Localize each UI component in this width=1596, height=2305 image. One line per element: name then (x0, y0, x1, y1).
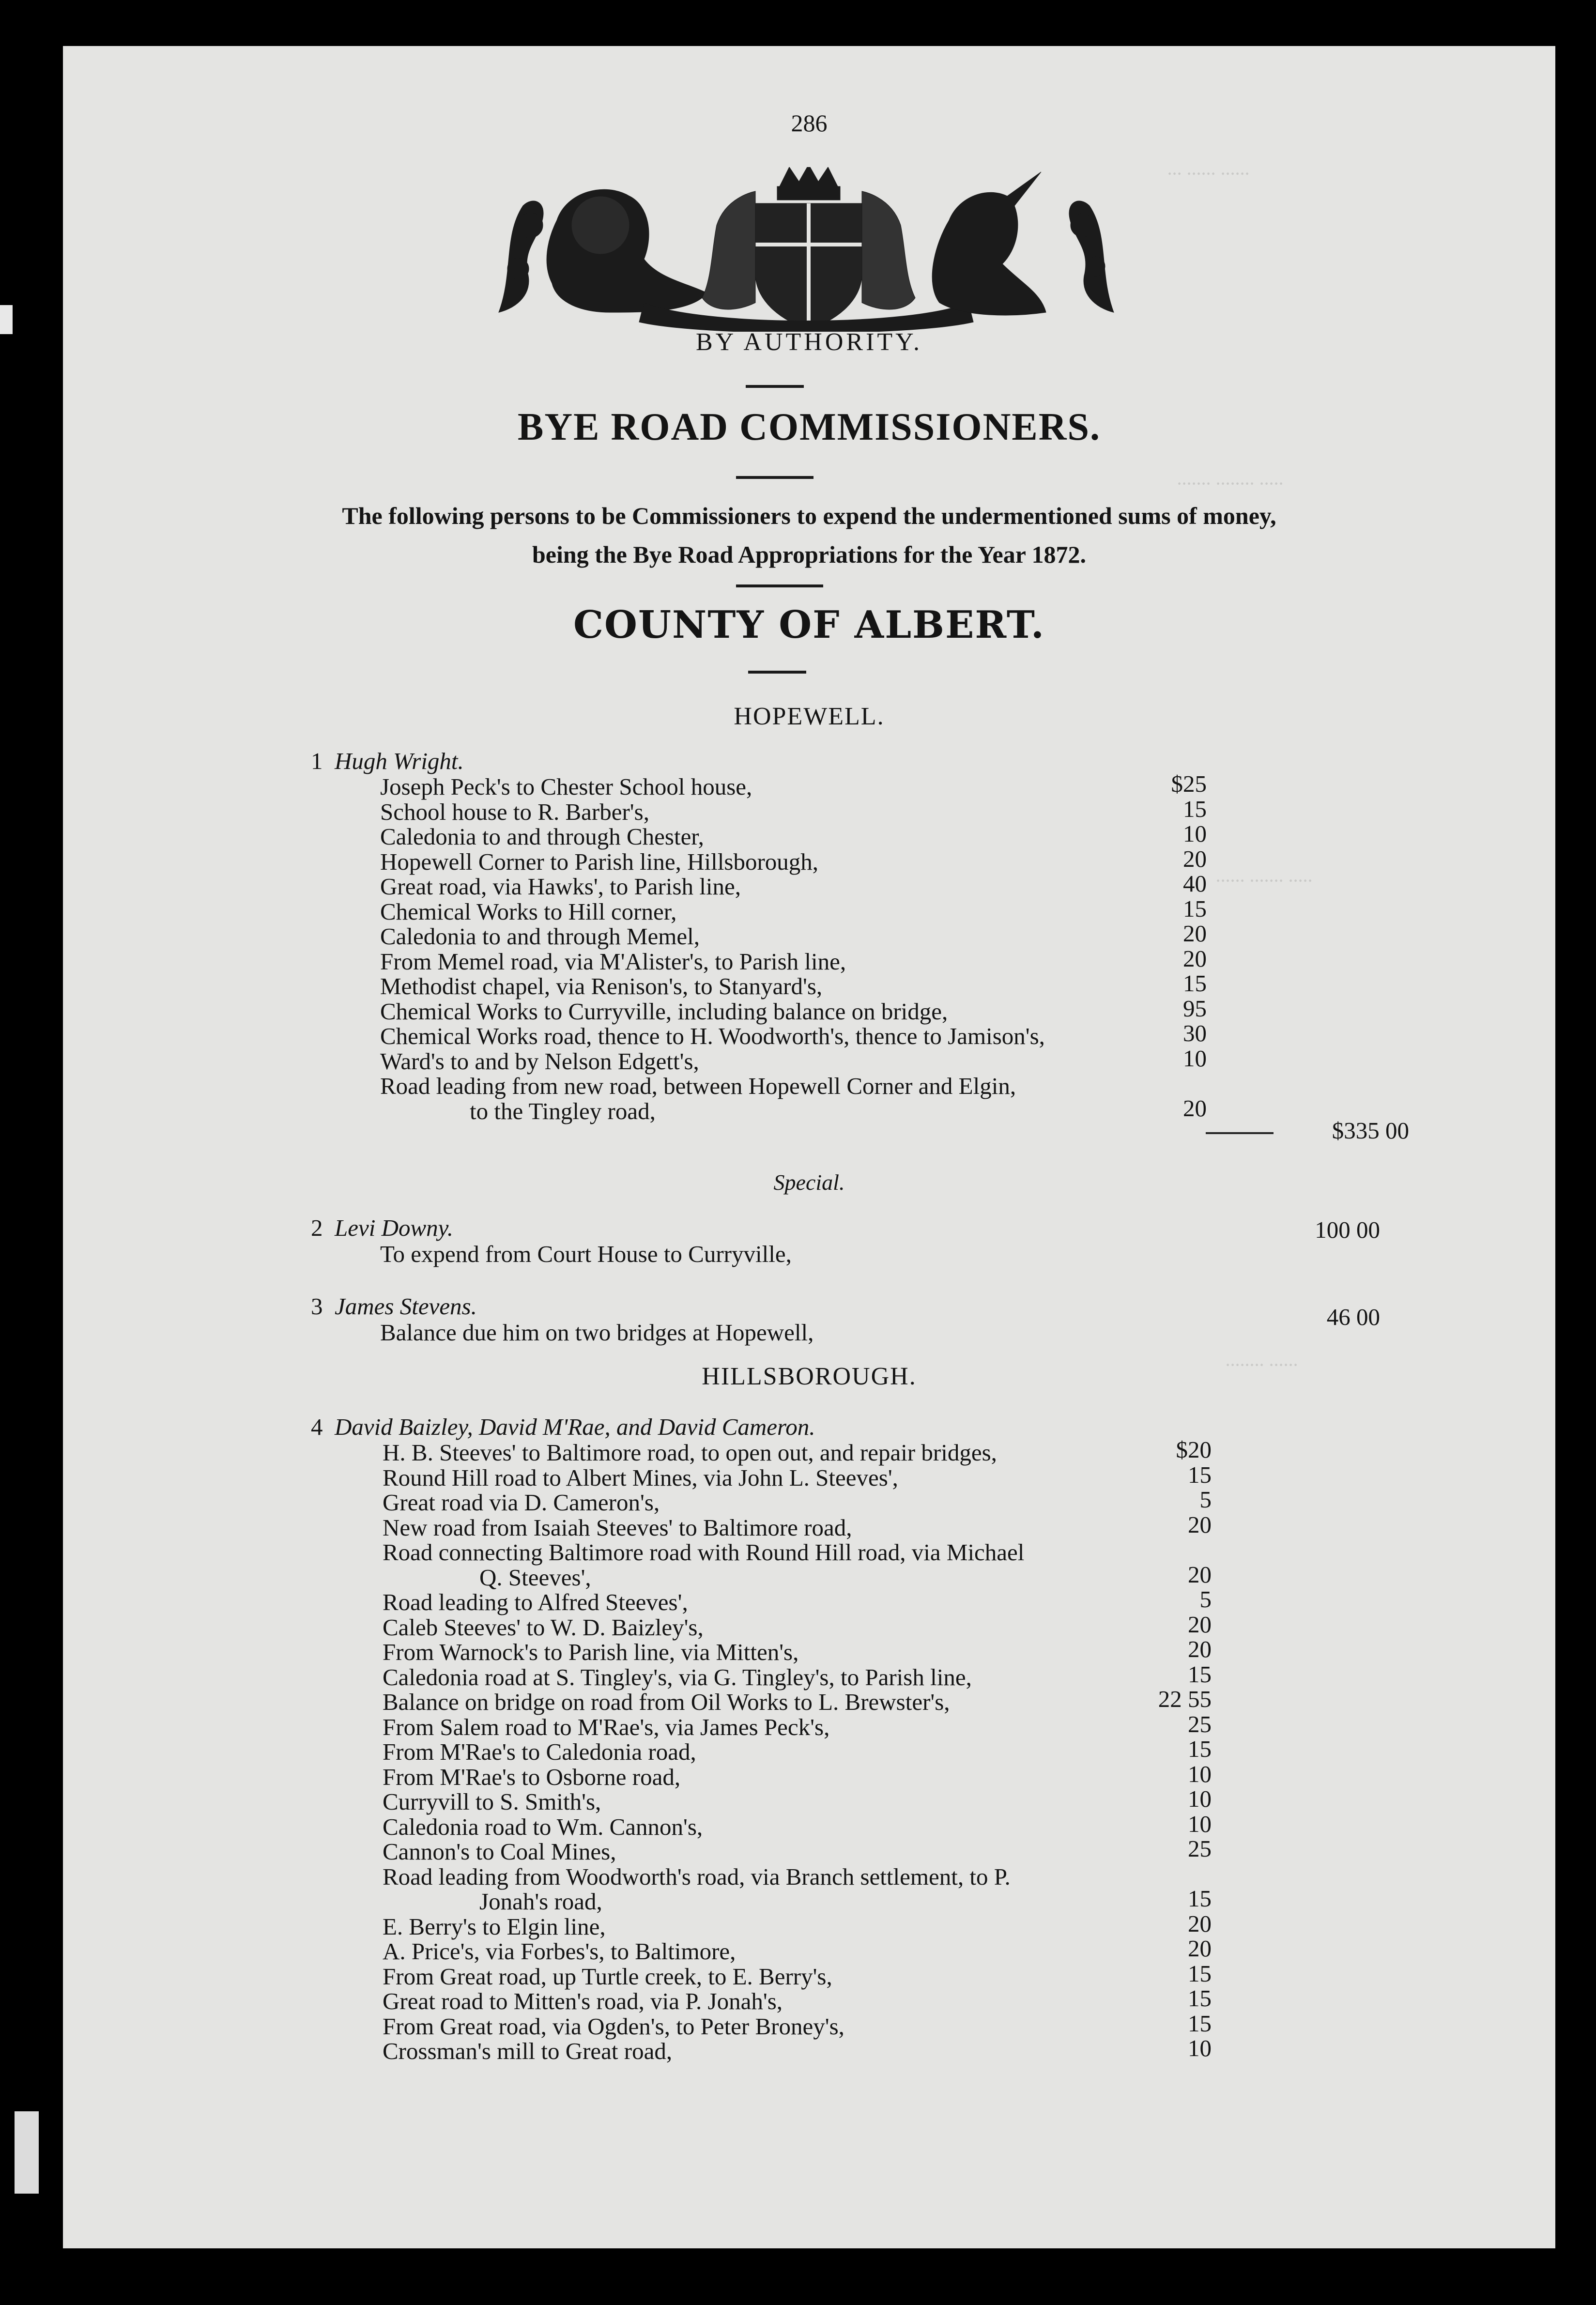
appropriation-description: New road from Isaiah Steeves' to Baltimore road, (383, 1514, 852, 1541)
divider (736, 476, 813, 479)
entry-number: 2 (311, 1214, 323, 1241)
section-heading-hillsborough: HILLSBOROUGH. (702, 1363, 917, 1390)
appropriation-description: Jonah's road, (479, 1888, 602, 1915)
county-heading: COUNTY OF ALBERT. (573, 603, 1045, 647)
appropriation-amount: $20 (1176, 1436, 1212, 1463)
appropriation-description: Great road, via Hawks', to Parish line, (380, 873, 741, 900)
commissioner-entry (311, 1216, 453, 1240)
royal-coat-of-arms-image (484, 167, 1128, 332)
intro-line-2: being the Bye Road Appropriations for the Year 1872. (532, 541, 1087, 568)
commissioner-name: Hugh Wright. (335, 748, 464, 774)
appropriation-amount: 10 (1188, 2035, 1212, 2061)
commissioner-total: 100 00 (1315, 1216, 1380, 1243)
commissioner-entry (311, 749, 464, 773)
bleed-through-text: ······· ········ ····· (1177, 473, 1283, 494)
appropriation-description: From M'Rae's to Osborne road, (383, 1763, 681, 1790)
appropriation-amount: 15 (1188, 1985, 1212, 2012)
appropriation-description: Hopewell Corner to Parish line, Hillsborough, (380, 848, 819, 875)
appropriation-description: Cannon's to Coal Mines, (383, 1838, 616, 1865)
appropriation-description: Balance due him on two bridges at Hopewell, (380, 1319, 814, 1346)
intro-paragraph (63, 496, 1555, 574)
appropriation-amount: 15 (1183, 970, 1207, 997)
appropriation-description: to the Tingley road, (470, 1097, 656, 1124)
appropriation-description: From M'Rae's to Caledonia road, (383, 1738, 696, 1765)
appropriation-amount: 20 (1188, 1935, 1212, 1962)
bleed-through-text: ··· ······ ······ (1167, 163, 1249, 184)
appropriation-amount: 40 (1183, 870, 1207, 897)
appropriation-description: Road leading from Woodworth's road, via Branch settlement, to P. (383, 1863, 1011, 1890)
divider (736, 584, 823, 587)
appropriation-description: Great road to Mitten's road, via P. Jonah's, (383, 1988, 783, 2014)
appropriation-description: Caledonia to and through Memel, (380, 923, 700, 950)
appropriation-description: E. Berry's to Elgin line, (383, 1913, 606, 1940)
appropriation-amount: 5 (1199, 1586, 1212, 1613)
appropriation-amount: 10 (1188, 1810, 1212, 1837)
appropriation-amount: 20 (1188, 1910, 1212, 1937)
document-page (63, 46, 1555, 2248)
appropriation-description: Round Hill road to Albert Mines, via John L. Steeves', (383, 1464, 898, 1491)
appropriation-description: Road leading to Alfred Steeves', (383, 1589, 688, 1615)
appropriation-amount: 20 (1188, 1611, 1212, 1638)
appropriation-description: Curryvill to S. Smith's, (383, 1788, 601, 1815)
appropriation-amount: 15 (1188, 2010, 1212, 2037)
appropriation-amount: 10 (1188, 1760, 1212, 1787)
appropriation-amount: 20 (1183, 920, 1207, 947)
appropriation-amount: 15 (1188, 1736, 1212, 1762)
appropriation-description: Road connecting Baltimore road with Round Hill road, via Michael (383, 1539, 1025, 1566)
appropriation-description: Methodist chapel, via Renison's, to Stanyard's, (380, 973, 823, 999)
appropriation-amount: 10 (1183, 1045, 1207, 1072)
appropriation-description: Caledonia road at S. Tingley's, via G. Tingley's, to Parish line, (383, 1663, 972, 1690)
commissioner-name: James Stevens. (335, 1293, 477, 1320)
appropriation-description: A. Price's, via Forbes's, to Baltimore, (383, 1938, 736, 1965)
appropriation-amount: 15 (1188, 1885, 1212, 1912)
appropriation-amount: 20 (1183, 945, 1207, 972)
special-label: Special. (773, 1170, 845, 1195)
entry-number: 1 (311, 748, 323, 774)
entry-number: 3 (311, 1293, 323, 1320)
appropriation-amount: 20 (1188, 1511, 1212, 1538)
appropriation-amount: 22 55 (1158, 1686, 1212, 1712)
commissioner-total: $335 00 (1332, 1117, 1409, 1144)
commissioner-entry (311, 1294, 477, 1318)
appropriation-amount: 10 (1188, 1785, 1212, 1812)
appropriation-amount: 30 (1183, 1020, 1207, 1046)
divider (746, 385, 804, 388)
appropriation-description: From Warnock's to Parish line, via Mitten's, (383, 1639, 799, 1665)
appropriation-amount: 20 (1188, 1561, 1212, 1588)
appropriation-amount: 20 (1183, 1094, 1207, 1122)
appropriation-description: Balance on bridge on road from Oil Works to L. Brewster's, (383, 1689, 950, 1715)
appropriation-description: Caledonia road to Wm. Cannon's, (383, 1813, 703, 1840)
appropriation-description: Caledonia to and through Chester, (380, 823, 704, 850)
appropriation-description: Chemical Works to Curryville, including balance on bridge, (380, 998, 948, 1025)
appropriation-description: Chemical Works road, thence to H. Woodworth's, thence to Jamison's, (380, 1023, 1045, 1049)
commissioner-total: 46 00 (1326, 1304, 1380, 1330)
appropriation-amount: 15 (1183, 795, 1207, 822)
appropriation-description: From Salem road to M'Rae's, via James Peck's, (383, 1713, 830, 1740)
bleed-through-text: ······ ······· ····· (1215, 870, 1312, 891)
appropriation-description: Q. Steeves', (479, 1564, 591, 1591)
appropriation-description: Road leading from new road, between Hopewell Corner and Elgin, (380, 1073, 1016, 1099)
intro-line-1: The following persons to be Commissioners to expend the undermentioned sums of money, (342, 502, 1276, 529)
appropriation-amount: 15 (1188, 1660, 1212, 1688)
appropriation-description: From Memel road, via M'Alister's, to Parish line, (380, 948, 846, 975)
commissioner-name: Levi Downy. (335, 1214, 453, 1241)
section-heading-hopewell: HOPEWELL. (734, 703, 885, 730)
entry-number: 4 (311, 1414, 323, 1440)
total-rule (1206, 1132, 1274, 1134)
appropriation-description: Ward's to and by Nelson Edgett's, (380, 1047, 699, 1075)
appropriation-amount: 95 (1183, 995, 1207, 1022)
appropriation-amount: 20 (1183, 845, 1207, 872)
appropriation-amount: 25 (1188, 1835, 1212, 1862)
appropriation-description: Crossman's mill to Great road, (383, 2038, 673, 2064)
by-authority-label: BY AUTHORITY. (695, 328, 923, 356)
appropriation-amount: $25 (1171, 770, 1207, 797)
edge-mark (0, 305, 13, 334)
appropriation-description: To expend from Court House to Curryville, (380, 1241, 792, 1267)
divider (748, 671, 806, 674)
appropriation-amount: 15 (1188, 1960, 1212, 1987)
appropriation-description: Joseph Peck's to Chester School house, (380, 773, 752, 800)
appropriation-amount: 10 (1183, 820, 1207, 847)
page-number: 286 (791, 109, 828, 137)
appropriation-description: From Great road, up Turtle creek, to E. Berry's, (383, 1963, 832, 1990)
appropriation-amount: 25 (1188, 1710, 1212, 1737)
appropriation-amount: 15 (1188, 1461, 1212, 1488)
edge-mark (15, 2111, 39, 2194)
appropriation-description: Chemical Works to Hill corner, (380, 898, 677, 925)
appropriation-amount: 15 (1183, 895, 1207, 922)
appropriation-description: From Great road, via Ogden's, to Peter Broney's, (383, 2013, 844, 2040)
appropriation-amount: 5 (1199, 1486, 1212, 1513)
bleed-through-text: ········ ······ (1225, 1354, 1298, 1376)
appropriation-description: Great road via D. Cameron's, (383, 1489, 660, 1516)
commissioner-entry (311, 1415, 815, 1439)
appropriation-amount: 20 (1188, 1636, 1212, 1662)
appropriation-description: Caleb Steeves' to W. D. Baizley's, (383, 1614, 704, 1641)
appropriation-description: H. B. Steeves' to Baltimore road, to open out, and repair bridges, (383, 1439, 997, 1466)
appropriation-description: School house to R. Barber's, (380, 798, 649, 825)
main-heading: BYE ROAD COMMISSIONERS. (518, 406, 1101, 448)
commissioner-name: David Baizley, David M'Rae, and David Cameron. (335, 1414, 815, 1440)
